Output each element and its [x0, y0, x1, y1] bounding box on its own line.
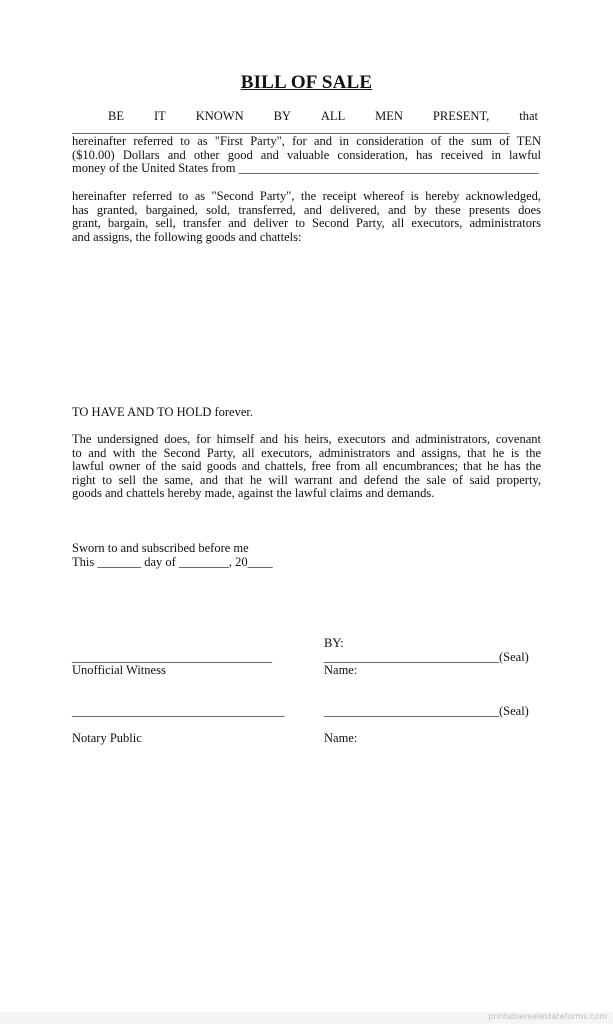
transfer-paragraph — [72, 190, 541, 244]
paragraph-line: money of the United States from ________________________________________________ — [72, 161, 539, 176]
second-seal-line: ____________________________(Seal) — [324, 704, 529, 718]
paragraph-line: ($10.00) Dollars and other good and valuable consideration, has received in lawful — [72, 147, 541, 162]
known-word: PRESENT, — [432, 109, 490, 123]
witness-label: Unofficial Witness — [72, 663, 166, 677]
paragraph-line: goods and chattels hereby made, against the lawful claims and demands. — [72, 486, 435, 501]
first-seal-line: ____________________________(Seal) — [324, 650, 529, 664]
document-title: BILL OF SALE — [240, 72, 373, 93]
paragraph-line: hereinafter referred to as "Second Party", the receipt whereof is hereby acknowledged, — [72, 189, 541, 203]
to-have-and-to-hold — [72, 406, 541, 420]
paragraph-line: hereinafter referred to as "First Party", for and in consideration of the sum of TEN — [72, 134, 541, 148]
known-word: IT — [153, 109, 166, 123]
paragraph-line: grant, bargain, sell, transfer and deliver to Second Party, all executors, administrators — [72, 216, 541, 231]
consideration-paragraph — [72, 135, 541, 176]
paragraph-line: has granted, bargained, sold, transferred, and delivered, and by these presents does — [72, 202, 541, 217]
known-word: that — [519, 109, 538, 123]
paragraph-line: lawful owner of the said goods and chattels, free from all encumbrances; that he has the — [72, 459, 541, 474]
footer-watermark: printablerealestateforms.com — [488, 1012, 607, 1021]
sworn-line: Sworn to and subscribed before me — [72, 541, 249, 555]
paragraph-line: TO HAVE AND TO HOLD forever. — [72, 405, 254, 419]
known-word: BE — [108, 109, 124, 123]
paragraph-line: right to sell the same, and that he will warrant and defend the sale of said property, — [72, 472, 541, 487]
witness-signature-line: ________________________________ — [72, 650, 272, 664]
known-word: ALL — [320, 109, 346, 123]
notary-signature-line: __________________________________ — [72, 704, 285, 718]
known-word: MEN — [375, 109, 403, 123]
first-name-label: Name: — [324, 663, 358, 677]
paragraph-line: and assigns, the following goods and chattels: — [72, 229, 302, 244]
notary-label: Notary Public — [72, 731, 142, 745]
covenant-paragraph — [72, 433, 541, 501]
second-name-label: Name: — [324, 731, 358, 745]
first-party-blank: ______________________________________________________________________ — [72, 121, 510, 135]
known-word: BY — [273, 109, 291, 123]
sworn-statement — [72, 542, 273, 569]
paragraph-line: to and with the Second Party, all executors, administrators and assigns, that he is the — [72, 445, 541, 460]
paragraph-line: The undersigned does, for himself and his heirs, executors and administrators, covenant — [72, 432, 541, 446]
by-label: BY: — [324, 636, 344, 650]
known-word: KNOWN — [195, 109, 244, 123]
date-line: This _______ day of ________, 20____ — [72, 554, 273, 569]
